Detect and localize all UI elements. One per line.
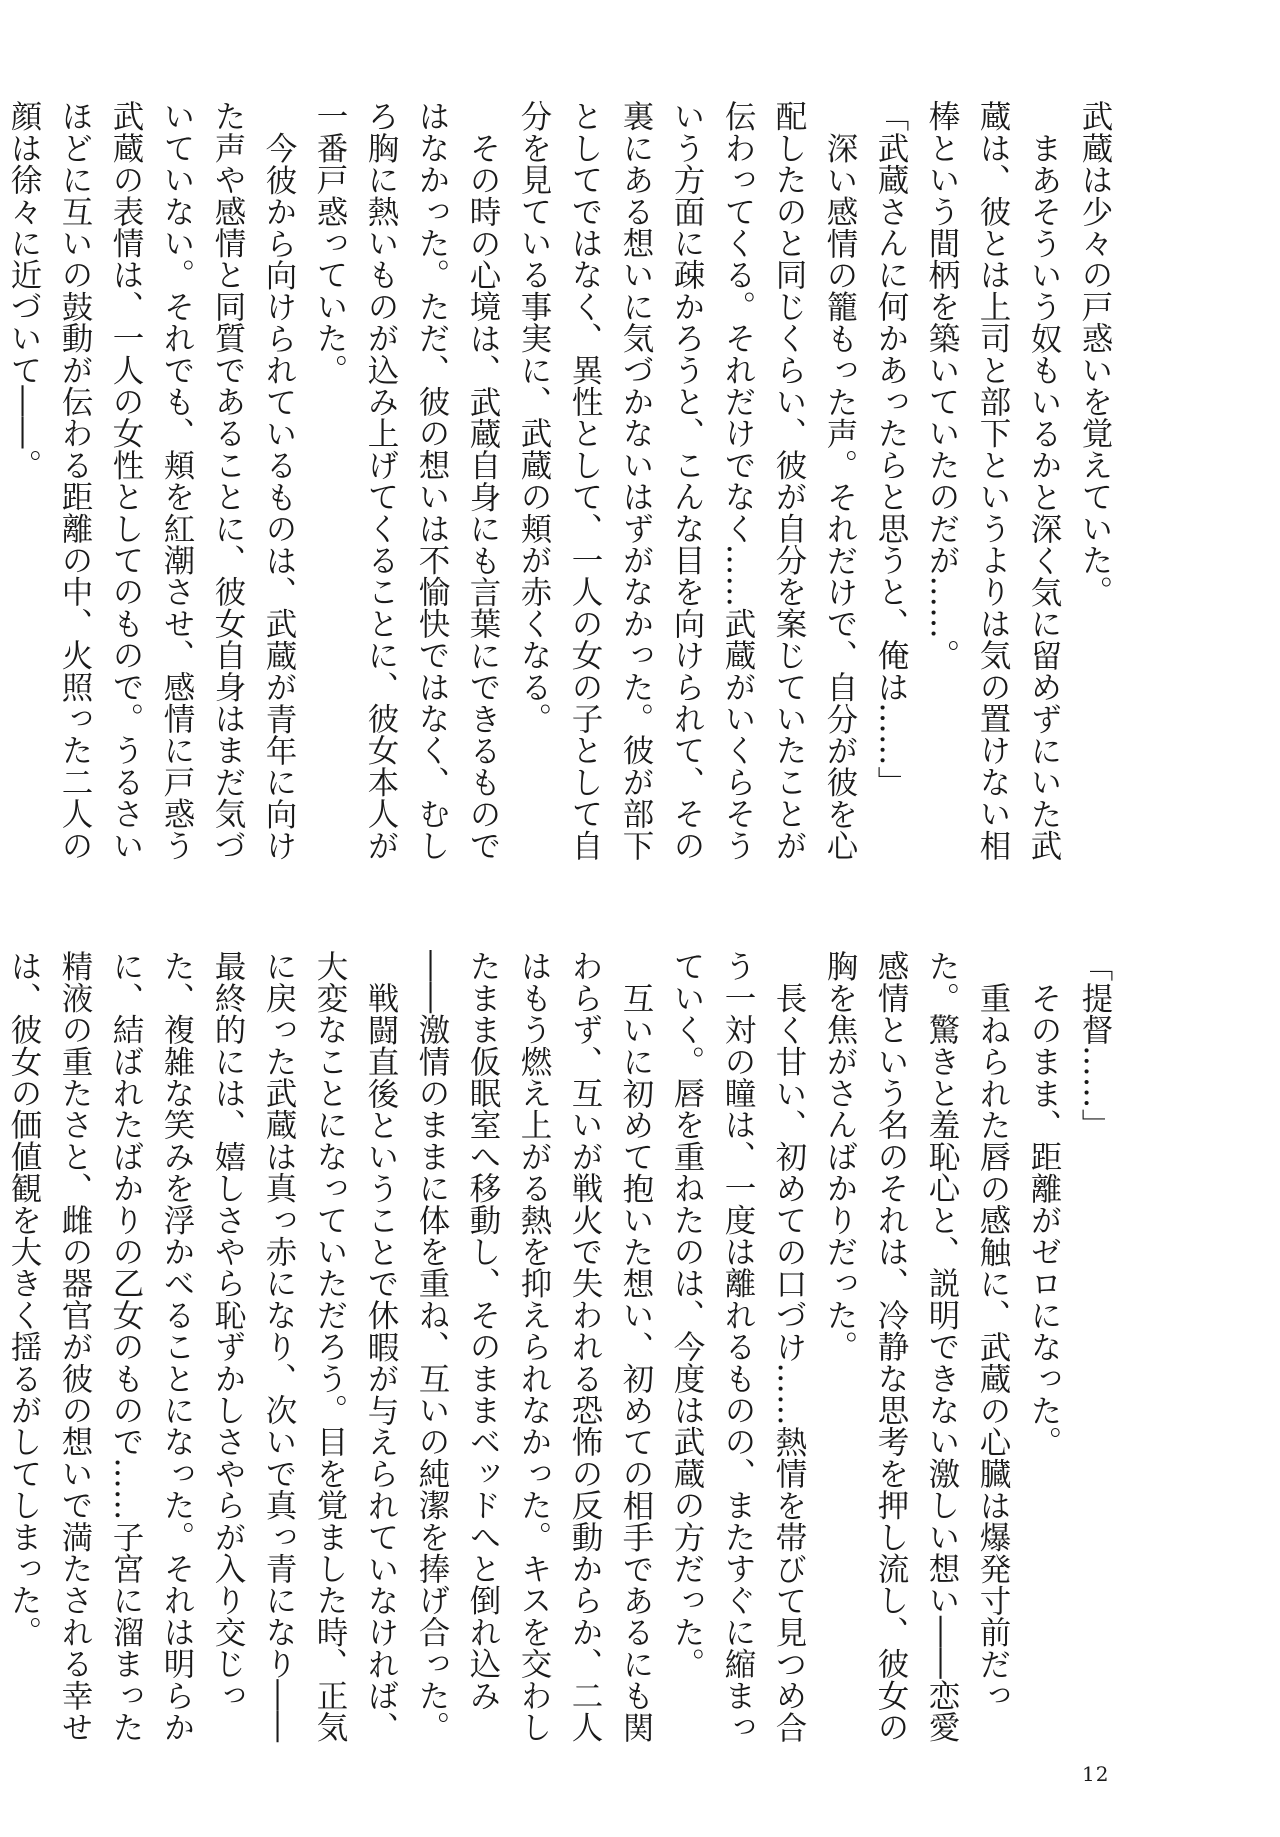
dialogue-line: 「武蔵さんに何かあったらと思うと、俺は……」 [873,100,909,798]
paragraph: 長く甘い、初めての口づけ……熱情を帯びて見つめ合う一対の瞳は、一度は離れるものの、またすぐに縮まっていく。唇を重ねたのは、今度は武蔵の方だった。 [669,950,807,1743]
paragraph: そのまま、距離がゼロになった。 [1026,981,1062,1457]
upper-text-block [6,100,1120,885]
page-number: 12 [1082,1762,1110,1786]
paragraph: 武蔵は少々の戸惑いを覚えていた。 [1077,100,1113,608]
lower-text-block [6,950,1120,1750]
paragraph: 今彼から向けられているものは、武蔵が青年に向けた声や感情と同質であることに、彼女自身はまだ気づいていない。それでも、頬を紅潮させ、感情に戸惑う武蔵の表情は、一人の女性としてのもので。うるさいほどに互いの鼓動が伝わる距離の中、火照った二人の顔は徐々に近づいて――。 [6,100,297,861]
paragraph: 互いに初めて抱いた想い、初めての相手であるにも関わらず、互いが戦火で失われる恐怖の反動からか、二人はもう燃え上がる熱を抑えられなかった。キスを交わしたまま仮眠室へ移動し、そのままベッドへと倒れ込み――激情のままに体を重ね、互いの純潔を捧げ合った。 [414,950,654,1743]
paragraph: 重ねられた唇の感触に、武蔵の心臓は爆発寸前だった。驚きと羞恥心と、説明できない激しい想い――恋愛感情という名のそれは、冷静な思考を押し流し、彼女の胸を焦がさんばかりだった。 [822,950,1011,1743]
paragraph: 戦闘直後ということで休暇が与えられていなければ、大変なことになっていただろう。目を覚ました時、正気に戻った武蔵は真っ赤になり、次いで真っ青になり――最終的には、嬉しさやら恥ずかしさやらが入り交じった、複雑な笑みを浮かべることになった。それは明らかに、結ばれたばかりの乙女のもので……子宮に溜まった精液の重たさと、雌の器官が彼の想いで満たされる幸せは、彼女の価値観を大きく揺るがしてしまった。 [6,950,399,1743]
dialogue-line: 「提督……」 [1077,950,1113,1141]
paragraph: その時の心境は、武蔵自身にも言葉にできるものではなかった。ただ、彼の想いは不愉快ではなく、むしろ胸に熱いものが込み上げてくることに、彼女本人が一番戸惑っていた。 [312,100,501,861]
paragraph: 深い感情の籠もった声。それだけで、自分が彼を心配したのと同じくらい、彼が自分を案じていたことが伝わってくる。それだけでなく……武蔵がいくらそういう方面に疎かろうと、こんな目を向けられて、その裏にある想いに気づかないはずがなかった。彼が部下としてではなく、異性として、一人の女の子として自分を見ている事実に、武蔵の頬が赤くなる。 [516,100,858,861]
paragraph: まあそういう奴もいるかと深く気に留めずにいた武蔵は、彼とは上司と部下というよりは気の置けない相棒という間柄を築いていたのだが……。 [924,100,1062,861]
